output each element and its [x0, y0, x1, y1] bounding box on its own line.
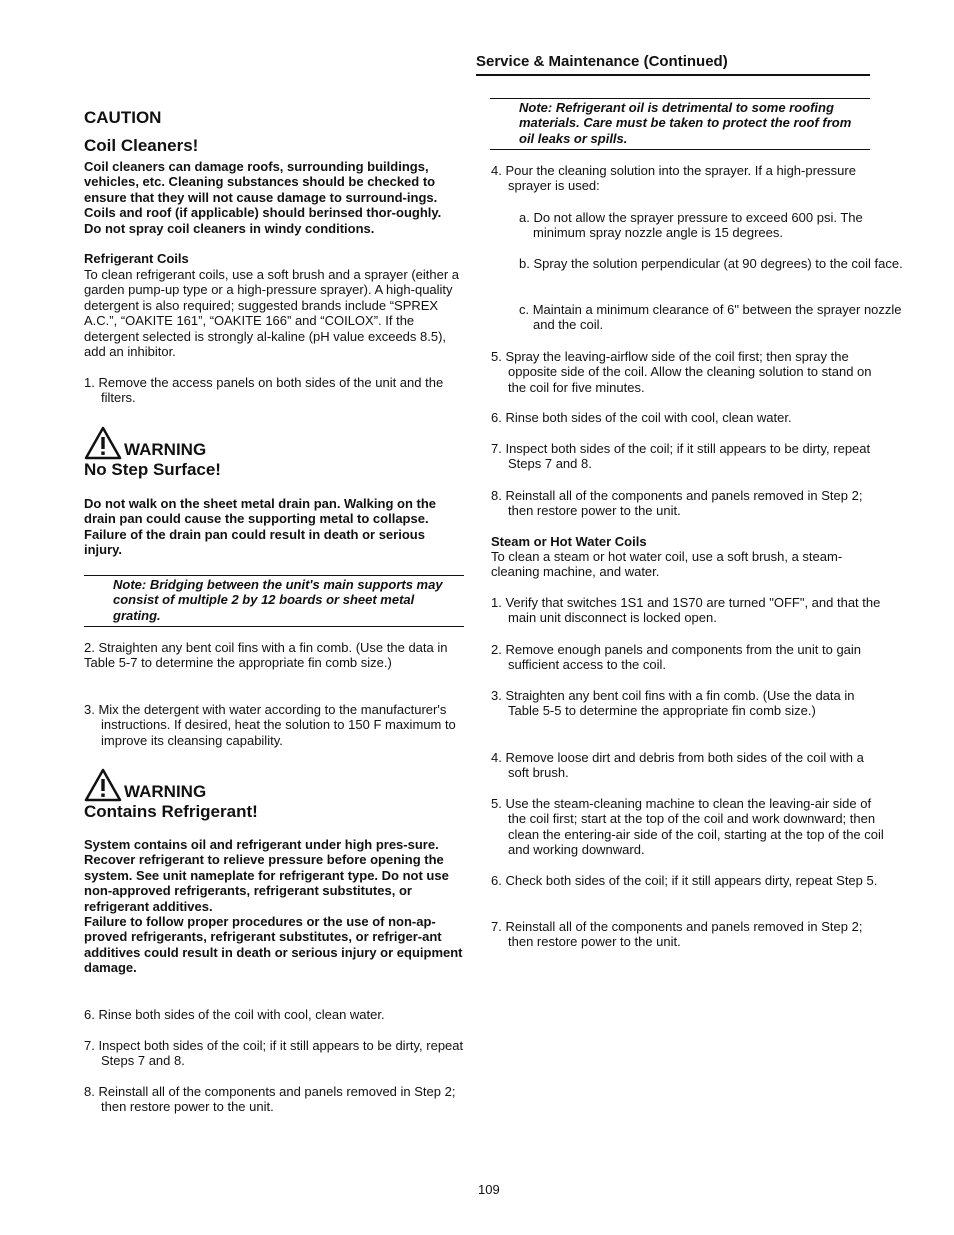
right-step-6: 6. Rinse both sides of the coil with cool, clean water.	[491, 410, 792, 425]
steam-step-6: 6. Check both sides of the coil; if it still appears dirty, repeat Step 5.	[491, 873, 878, 888]
refrigerant-coils-heading: Refrigerant Coils	[84, 251, 189, 266]
warning-refrigerant-text-2: Failure to follow proper procedures or the use of non-ap-proved refrigerants, refrigerant substitutes, or refriger-ant additives could result in death or serious injury or equipment damage.	[84, 914, 463, 976]
warning-contains-refrigerant	[84, 768, 464, 822]
warning-no-step	[84, 426, 464, 480]
left-step-8: 8. Reinstall all of the components and panels removed in Step 2; then restore power to the unit.	[84, 1084, 456, 1115]
left-step-1: 1. Remove the access panels on both sides of the unit and the filters.	[84, 375, 444, 406]
steam-coils-text: To clean a steam or hot water coil, use a soft brush, a steam-cleaning machine, and water.	[491, 549, 843, 580]
coil-cleaners-title: Coil Cleaners!	[84, 136, 199, 155]
steam-step-5: 5. Use the steam-cleaning machine to clean the leaving-air side of the coil first; start at the top of the coil and work downward; then clean the entering-air side of the coil, starting at the top of the coil and working downward.	[491, 796, 884, 858]
warning-refrigerant-text: System contains oil and refrigerant under high pres-sure. Recover refrigerant to relieve pressure before opening the system. See unit nameplate for refrigerant type. Do not use non-approved refrigerants, refrigerant substitutes, or refrigerant additives.	[84, 837, 449, 914]
steam-coils-heading: Steam or Hot Water Coils	[491, 534, 647, 549]
header-rule	[476, 74, 870, 76]
right-step-7: 7. Inspect both sides of the coil; if it still appears to be dirty, repeat Steps 7 and 8.	[491, 441, 871, 472]
page-header-title: Service & Maintenance (Continued)	[476, 53, 728, 70]
left-step-7: 7. Inspect both sides of the coil; if it still appears to be dirty, repeat Steps 7 and 8.	[84, 1038, 464, 1069]
left-step-6: 6. Rinse both sides of the coil with cool, clean water.	[84, 1007, 385, 1022]
warning-no-step-text: Do not walk on the sheet metal drain pan. Walking on the drain pan could cause the supporting metal to collapse. Failure of the drain pan could result in death or serious injury.	[84, 496, 436, 558]
note-roofing-text: Note: Refrigerant oil is detrimental to some roofing materials. Care must be taken to protect the roof from oil leaks or spills.	[519, 100, 852, 146]
steam-step-4: 4. Remove loose dirt and debris from both sides of the coil with a soft brush.	[491, 750, 864, 781]
warning-label: WARNING	[124, 440, 207, 459]
steam-step-2: 2. Remove enough panels and components from the unit to gain sufficient access to the coil.	[491, 642, 862, 673]
warning-label: WARNING	[124, 782, 207, 801]
warning-triangle-icon	[84, 768, 122, 802]
page-number: 109	[478, 1182, 500, 1197]
note-bridging-text: Note: Bridging between the unit's main supports may consist of multiple 2 by 12 boards or sheet metal grating.	[113, 577, 443, 623]
warning-title: Contains Refrigerant!	[84, 802, 258, 821]
right-step-4: 4. Pour the cleaning solution into the sprayer. If a high-pressure sprayer is used:	[491, 163, 856, 194]
steam-step-3: 3. Straighten any bent coil fins with a fin comb. (Use the data in Table 5-5 to determine the appropriate fin comb size.)	[491, 688, 855, 719]
right-step-4c: c. Maintain a minimum clearance of 6" between the sprayer nozzle and the coil.	[519, 302, 902, 333]
warning-triangle-icon	[84, 426, 122, 460]
right-step-4b: b. Spray the solution perpendicular (at 90 degrees) to the coil face.	[519, 256, 903, 271]
warning-title: No Step Surface!	[84, 460, 221, 479]
coil-cleaners-text: Coil cleaners can damage roofs, surrounding buildings, vehicles, etc. Cleaning substances should be checked to ensure that they will not cause damage to surround-ings. Coils and roof (if applicable) should berinsed thor-oughly. Do not spray coil cleaners in windy conditions.	[84, 159, 442, 236]
note-box-bridging	[84, 575, 464, 627]
right-step-4a: a. Do not allow the sprayer pressure to exceed 600 psi. The minimum spray nozzle angle is 15 degrees.	[519, 210, 863, 241]
steam-step-1: 1. Verify that switches 1S1 and 1S70 are turned "OFF", and that the main unit disconnect is locked open.	[491, 595, 881, 626]
steam-step-7: 7. Reinstall all of the components and panels removed in Step 2; then restore power to the unit.	[491, 919, 863, 950]
right-step-8: 8. Reinstall all of the components and panels removed in Step 2; then restore power to the unit.	[491, 488, 863, 519]
note-box-roofing	[490, 98, 870, 150]
caution-heading: CAUTION	[84, 108, 162, 127]
left-step-2: 2. Straighten any bent coil fins with a fin comb. (Use the data in Table 5-7 to determine the appropriate fin comb size.)	[84, 640, 448, 671]
right-step-5: 5. Spray the leaving-airflow side of the coil first; then spray the opposite side of the coil. Allow the cleaning solution to stand on the coil for five minutes.	[491, 349, 872, 395]
refrigerant-coils-text: To clean refrigerant coils, use a soft brush and a sprayer (either a garden pump-up type or a high-pressure sprayer). A high-quality detergent is also required; suggested brands include “SPREX A.C.”, “OAKITE 161”, “OAKITE 166” and “COILOX”. If the detergent selected is strongly al-kaline (pH value exceeds 8.5), add an inhibitor.	[84, 267, 460, 360]
left-step-3: 3. Mix the detergent with water according to the manufacturer's instructions. If desired, heat the solution to 150 F maximum to improve its cleansing capability.	[84, 702, 456, 748]
